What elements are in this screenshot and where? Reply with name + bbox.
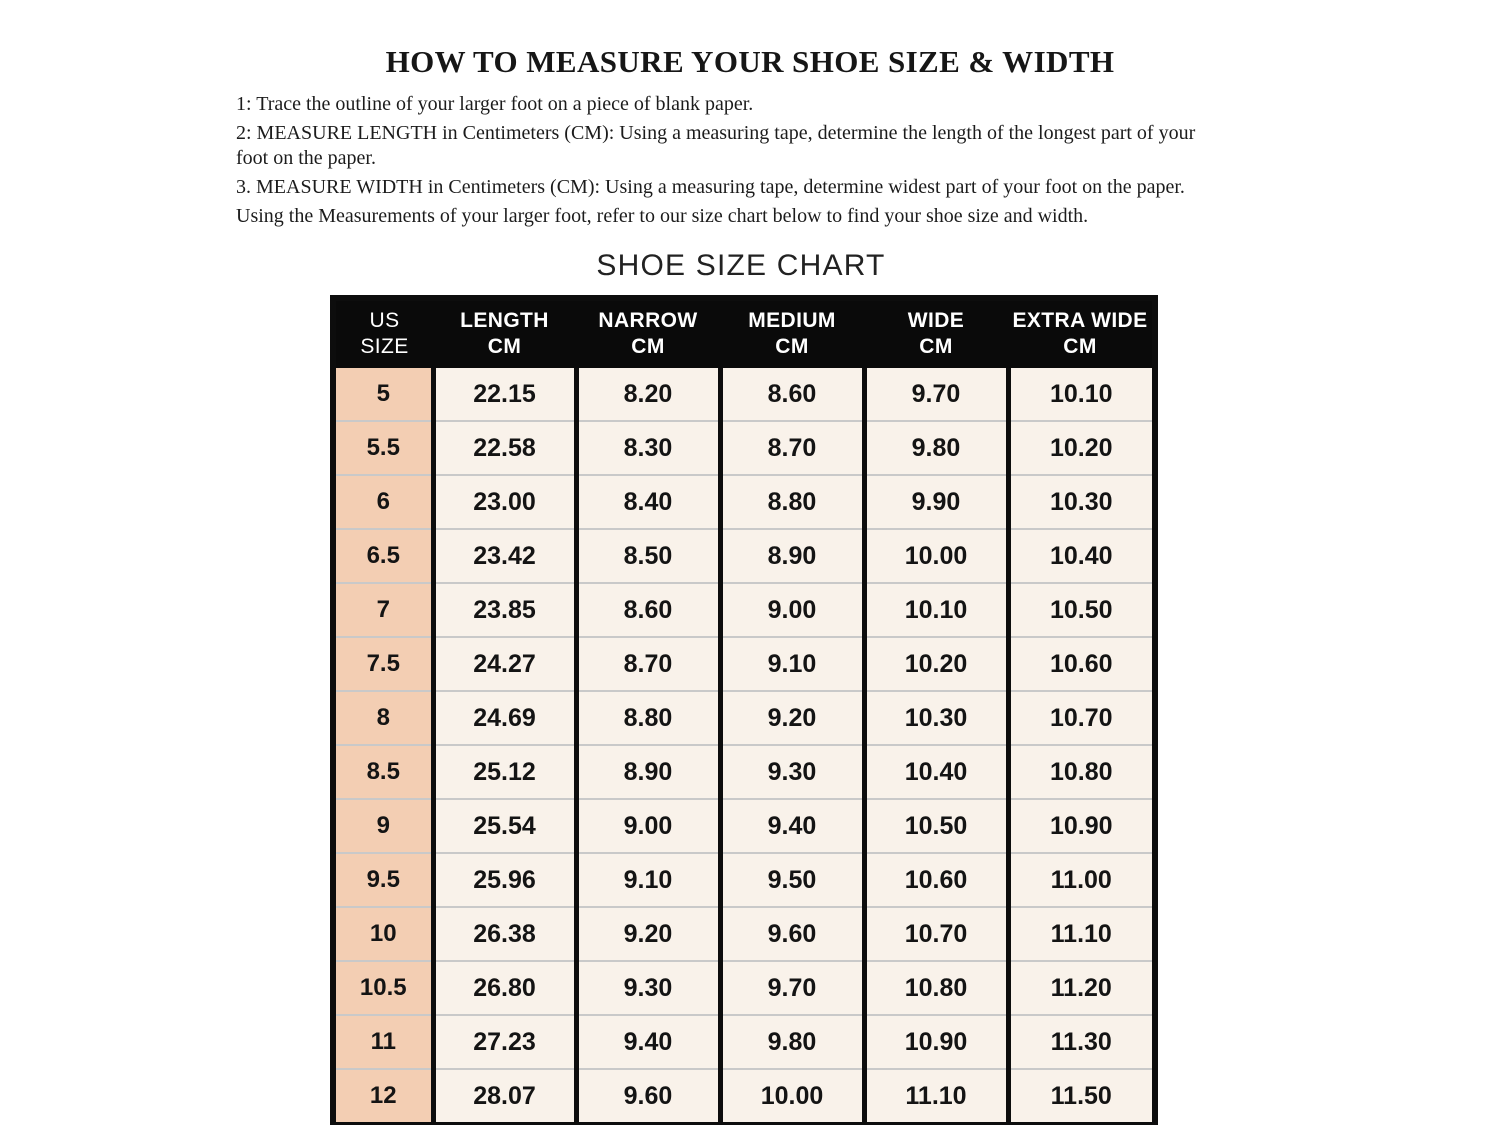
measurement-cell: 11.50 xyxy=(1008,1069,1155,1125)
us-size-cell: 8 xyxy=(333,691,433,745)
table-row xyxy=(333,368,1155,421)
column-header-medium xyxy=(720,298,864,368)
column-header-extra-wide xyxy=(1008,298,1155,368)
measurement-cell: 8.20 xyxy=(576,368,720,421)
us-size-cell: 7.5 xyxy=(333,637,433,691)
us-size-cell: 7 xyxy=(333,583,433,637)
us-size-cell: 6.5 xyxy=(333,529,433,583)
measurement-cell: 23.00 xyxy=(433,475,576,529)
measurement-cell: 10.70 xyxy=(864,907,1008,961)
measurement-cell: 11.00 xyxy=(1008,853,1155,907)
measurement-cell: 10.40 xyxy=(864,745,1008,799)
measurement-cell: 10.20 xyxy=(864,637,1008,691)
table-row xyxy=(333,853,1155,907)
measurement-cell: 9.60 xyxy=(576,1069,720,1125)
measurement-cell: 25.96 xyxy=(433,853,576,907)
measurement-cell: 9.10 xyxy=(720,637,864,691)
measurement-cell: 9.10 xyxy=(576,853,720,907)
column-header-line: CM xyxy=(775,335,809,358)
measurement-cell: 23.42 xyxy=(433,529,576,583)
measurement-cell: 24.27 xyxy=(433,637,576,691)
measurement-cell: 9.80 xyxy=(720,1015,864,1069)
measurement-cell: 25.54 xyxy=(433,799,576,853)
measurement-cell: 10.20 xyxy=(1008,421,1155,475)
measurement-cell: 10.80 xyxy=(1008,745,1155,799)
instruction-step-3: 3. MEASURE WIDTH in Centimeters (CM): Using a measuring tape, determine widest part of your foot on the paper. xyxy=(236,176,1185,198)
measurement-cell: 8.60 xyxy=(576,583,720,637)
table-header-row xyxy=(333,298,1155,368)
measurement-cell: 8.70 xyxy=(720,421,864,475)
measurement-cell: 11.10 xyxy=(864,1069,1008,1125)
us-size-cell: 9 xyxy=(333,799,433,853)
column-header-line: CM xyxy=(487,335,522,358)
measurement-cell: 8.80 xyxy=(720,475,864,529)
measurement-cell: 26.80 xyxy=(433,961,576,1015)
measurement-cell: 10.00 xyxy=(720,1069,864,1125)
column-header-line: CM xyxy=(1063,335,1097,358)
instruction-note: Using the Measurements of your larger foot, refer to our size chart below to find your shoe size and width. xyxy=(236,205,1089,227)
us-size-cell: 8.5 xyxy=(333,745,433,799)
measurement-cell: 10.90 xyxy=(1008,799,1155,853)
table-row xyxy=(333,691,1155,745)
measurement-cell: 9.20 xyxy=(720,691,864,745)
measurement-cell: 28.07 xyxy=(433,1069,576,1125)
measurement-cell: 8.80 xyxy=(576,691,720,745)
column-header-line: SIZE xyxy=(360,335,409,358)
table-row xyxy=(333,961,1155,1015)
table-row xyxy=(333,907,1155,961)
measurement-cell: 10.00 xyxy=(864,529,1008,583)
measurement-cell: 23.85 xyxy=(433,583,576,637)
measurement-cell: 10.70 xyxy=(1008,691,1155,745)
measurement-cell: 10.30 xyxy=(1008,475,1155,529)
measurement-cell: 9.30 xyxy=(576,961,720,1015)
us-size-cell: 9.5 xyxy=(333,853,433,907)
measurement-cell: 9.40 xyxy=(576,1015,720,1069)
page-title: HOW TO MEASURE YOUR SHOE SIZE & WIDTH xyxy=(385,44,1115,79)
column-header-line: CM xyxy=(631,335,665,358)
table-row xyxy=(333,529,1155,583)
column-header-wide xyxy=(864,298,1008,368)
table-row xyxy=(333,421,1155,475)
us-size-cell: 5 xyxy=(333,368,433,421)
measurement-cell: 27.23 xyxy=(433,1015,576,1069)
table-body xyxy=(333,368,1155,1125)
column-header-line: NARROW xyxy=(598,309,698,332)
measurement-cell: 8.70 xyxy=(576,637,720,691)
us-size-cell: 10 xyxy=(333,907,433,961)
measurement-cell: 9.50 xyxy=(720,853,864,907)
measurement-cell: 22.15 xyxy=(433,368,576,421)
column-header-line: LENGTH xyxy=(460,309,549,332)
column-header-narrow xyxy=(576,298,720,368)
column-header-length xyxy=(433,298,576,368)
measurement-cell: 10.10 xyxy=(1008,368,1155,421)
table-row xyxy=(333,799,1155,853)
us-size-cell: 10.5 xyxy=(333,961,433,1015)
measurement-cell: 8.60 xyxy=(720,368,864,421)
chart-heading: SHOE SIZE CHART xyxy=(596,249,886,282)
table-row xyxy=(333,583,1155,637)
instruction-step-2: 2: MEASURE LENGTH in Centimeters (CM): Using a measuring tape, determine the length of the longest part of your foot on the paper. xyxy=(236,122,1196,169)
measurement-cell: 10.50 xyxy=(1008,583,1155,637)
us-size-cell: 6 xyxy=(333,475,433,529)
measurement-cell: 8.90 xyxy=(576,745,720,799)
measurement-cell: 9.70 xyxy=(720,961,864,1015)
measurement-cell: 11.10 xyxy=(1008,907,1155,961)
measurement-cell: 8.30 xyxy=(576,421,720,475)
measurement-cell: 8.50 xyxy=(576,529,720,583)
measurement-cell: 10.40 xyxy=(1008,529,1155,583)
measurement-cell: 10.80 xyxy=(864,961,1008,1015)
measurement-cell: 10.60 xyxy=(864,853,1008,907)
measurement-cell: 11.20 xyxy=(1008,961,1155,1015)
measurement-cell: 10.10 xyxy=(864,583,1008,637)
table-row xyxy=(333,745,1155,799)
column-header-line: US xyxy=(369,309,400,332)
column-header-us-size xyxy=(333,298,433,368)
table-row xyxy=(333,637,1155,691)
instruction-step-1: 1: Trace the outline of your larger foot on a piece of blank paper. xyxy=(236,93,754,115)
measurement-cell: 22.58 xyxy=(433,421,576,475)
measurement-cell: 25.12 xyxy=(433,745,576,799)
measurement-cell: 8.90 xyxy=(720,529,864,583)
measurement-cell: 10.90 xyxy=(864,1015,1008,1069)
table-row xyxy=(333,1069,1155,1125)
measurement-cell: 9.00 xyxy=(576,799,720,853)
measurement-cell: 9.70 xyxy=(864,368,1008,421)
measurement-cell: 9.30 xyxy=(720,745,864,799)
measurement-cell: 9.60 xyxy=(720,907,864,961)
measurement-cell: 26.38 xyxy=(433,907,576,961)
measurement-cell: 9.90 xyxy=(864,475,1008,529)
column-header-line: CM xyxy=(919,335,953,358)
measurement-cell: 10.60 xyxy=(1008,637,1155,691)
us-size-cell: 5.5 xyxy=(333,421,433,475)
column-header-line: WIDE xyxy=(907,309,965,332)
table-row xyxy=(333,1015,1155,1069)
us-size-cell: 11 xyxy=(333,1015,433,1069)
shoe-size-table xyxy=(330,295,1158,1125)
column-header-line: MEDIUM xyxy=(748,309,836,332)
measurement-cell: 9.40 xyxy=(720,799,864,853)
measurement-cell: 10.30 xyxy=(864,691,1008,745)
measurement-cell: 9.20 xyxy=(576,907,720,961)
measurement-cell: 9.00 xyxy=(720,583,864,637)
measurement-cell: 9.80 xyxy=(864,421,1008,475)
measurement-cell: 8.40 xyxy=(576,475,720,529)
instructions xyxy=(236,92,1218,229)
table-row xyxy=(333,475,1155,529)
column-header-line: EXTRA WIDE xyxy=(1012,309,1148,332)
measurement-cell: 11.30 xyxy=(1008,1015,1155,1069)
us-size-cell: 12 xyxy=(333,1069,433,1125)
measurement-cell: 10.50 xyxy=(864,799,1008,853)
measurement-cell: 24.69 xyxy=(433,691,576,745)
